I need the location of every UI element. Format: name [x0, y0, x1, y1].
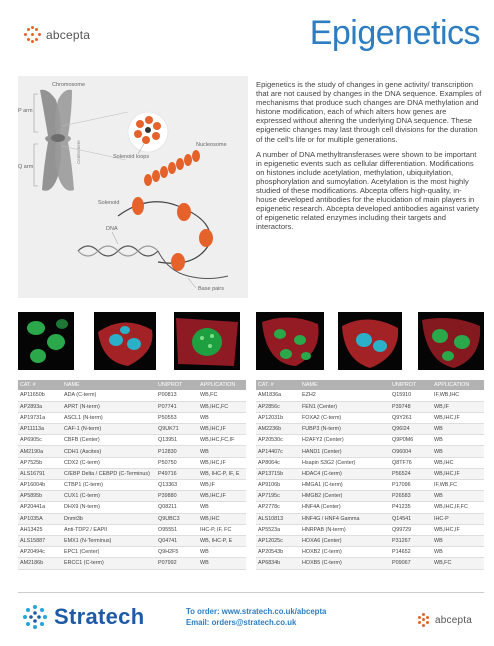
product-name-cell: HMGA1 (C-term) [300, 480, 390, 491]
table-row [256, 457, 484, 468]
column-header-uniprot: UNIPROT [390, 380, 432, 390]
uniprot-id-cell: P09067 [390, 558, 432, 569]
uniprot-id-cell: P31267 [390, 535, 432, 546]
uniprot-id-cell: P49716 [156, 468, 198, 479]
uniprot-id-cell: Q96I24 [390, 424, 432, 435]
intro-paragraph-1: Epigenetics is the study of changes in gene activity/ transcription that are not caused by changes in the DNA sequence. Examples of mechanisms that produce such changes are DNA methylation and histone modification, each of which alters how genes are expressed without altering the underlying DNA sequence. These epigenetic changes may last through cell divisions for the duration of the cell's life or for multiple generations. [256, 80, 482, 144]
uniprot-id-cell: P07992 [156, 558, 198, 569]
uniprot-id-cell: O96004 [390, 446, 432, 457]
order-website-link[interactable]: To order: www.stratech.co.uk/abcepta [186, 607, 327, 616]
application-cell: WB,IHC [432, 457, 484, 468]
product-name-cell: EZH2 [300, 390, 390, 401]
product-name-cell: Anti-TDP2 / EAPII [62, 524, 156, 535]
microscopy-image-6 [418, 312, 484, 370]
cat-number-cell: AP6905c [18, 435, 62, 446]
table-row [18, 547, 246, 558]
application-cell: WB,IHC,IF [198, 491, 246, 502]
table-row [18, 491, 246, 502]
product-name-cell: ASCL1 (N-term) [62, 412, 156, 423]
product-name-cell: Dnmt3b [62, 513, 156, 524]
cat-number-cell: AP20530c [256, 435, 300, 446]
cat-number-cell: AM2186b [18, 558, 62, 569]
microscopy-image-strip [18, 312, 484, 370]
uniprot-id-cell: Q13363 [156, 480, 198, 491]
uniprot-id-cell: P41235 [390, 502, 432, 513]
table-row [18, 412, 246, 423]
uniprot-id-cell: P50750 [156, 457, 198, 468]
p-arm-label: P arm [18, 108, 33, 114]
cat-number-cell: AP2856c [256, 401, 300, 412]
application-cell: WB,IHC,IF [432, 412, 484, 423]
uniprot-id-cell: P39748 [390, 401, 432, 412]
cat-number-cell: AP19731a [18, 412, 62, 423]
application-cell: WB,FC [198, 390, 246, 401]
product-name-cell: Hsapin S3G2 (Center) [300, 457, 390, 468]
uniprot-id-cell: P26583 [390, 491, 432, 502]
product-name-cell: C/EBP Delta / CEBPD (C-Terminus) [62, 468, 156, 479]
cat-number-cell: AP8064c [256, 457, 300, 468]
cat-number-cell: AM2236b [256, 424, 300, 435]
cat-number-cell: AP7195c [256, 491, 300, 502]
product-name-cell: CBFB (Center) [62, 435, 156, 446]
abcepta-logo-icon [24, 26, 42, 44]
application-cell: IHC-P, IF, FC [198, 524, 246, 535]
application-cell: WB, IHC-P, E [198, 535, 246, 546]
application-cell: WB,IHC,IF [432, 524, 484, 535]
product-name-cell: FEN1 (Center) [300, 401, 390, 412]
uniprot-id-cell: Q9UBC3 [156, 513, 198, 524]
application-cell: WB,IHC,IF [198, 457, 246, 468]
cat-number-cell: AP5895b [18, 491, 62, 502]
uniprot-id-cell: Q9UK71 [156, 424, 198, 435]
product-name-cell: H2AFY2 (Center) [300, 435, 390, 446]
application-cell: WB,IF [198, 480, 246, 491]
cat-number-cell: AP20441a [18, 502, 62, 513]
table-row [256, 446, 484, 457]
application-cell: WB,IHC,IF [198, 424, 246, 435]
intro-text [256, 80, 482, 238]
table-row [256, 390, 484, 401]
uniprot-id-cell: P50553 [156, 412, 198, 423]
table-body-right [256, 390, 484, 569]
table-row [18, 524, 246, 535]
antibody-table-right [256, 380, 484, 570]
cat-number-cell: AP1035A [18, 513, 62, 524]
cat-number-cell: AP11113a [18, 424, 62, 435]
cat-number-cell: ALS15887 [18, 535, 62, 546]
cat-number-cell: AH13425 [18, 524, 62, 535]
application-cell: WB,IHC [198, 513, 246, 524]
product-name-cell: EPC1 (Center) [62, 547, 156, 558]
table-header-row [18, 380, 246, 390]
uniprot-id-cell: Q13951 [156, 435, 198, 446]
cat-number-cell: AP11650b [18, 390, 62, 401]
column-header-uniprot: UNIPROT [156, 380, 198, 390]
application-cell: WB,IF [432, 401, 484, 412]
uniprot-id-cell: Q14541 [390, 513, 432, 524]
application-cell: IF,WB,IHC [432, 390, 484, 401]
product-name-cell: HOXB2 (C-term) [300, 547, 390, 558]
uniprot-id-cell: Q8TF76 [390, 457, 432, 468]
uniprot-id-cell: P56524 [390, 468, 432, 479]
microscopy-image-2 [94, 312, 156, 370]
cat-number-cell: AP14407c [256, 446, 300, 457]
product-name-cell: HOXA6 (Center) [300, 535, 390, 546]
application-cell: WB [198, 547, 246, 558]
table-row [18, 502, 246, 513]
application-cell: WB [432, 491, 484, 502]
product-name-cell: HDAC4 (C-term) [300, 468, 390, 479]
column-header-name: NAME [62, 380, 156, 390]
cat-number-cell: AP20543b [256, 547, 300, 558]
application-cell: WB [198, 558, 246, 569]
cat-number-cell: AP20494c [18, 547, 62, 558]
cat-number-cell: AP13715b [256, 468, 300, 479]
table-row [256, 535, 484, 546]
uniprot-id-cell: Q9H2F5 [156, 547, 198, 558]
table-row [18, 558, 246, 569]
product-name-cell: HNF4A (Center) [300, 502, 390, 513]
product-name-cell: HNRPAB (N-term) [300, 524, 390, 535]
table-row [256, 502, 484, 513]
q-arm-label: Q arm [18, 164, 34, 170]
table-row [256, 524, 484, 535]
application-cell: WB,FC [432, 558, 484, 569]
cat-number-cell: AP12025c [256, 535, 300, 546]
product-name-cell: HMGB2 (Center) [300, 491, 390, 502]
column-header-name: NAME [300, 380, 390, 390]
application-cell: WB [432, 446, 484, 457]
uniprot-id-cell: P39880 [156, 491, 198, 502]
table-row [256, 558, 484, 569]
uniprot-id-cell: P14652 [390, 547, 432, 558]
product-name-cell: CDH1 (Ascites) [62, 446, 156, 457]
cat-number-cell: ALS16791 [18, 468, 62, 479]
application-cell: WB,IHC,FC,IF [198, 435, 246, 446]
column-header-cat: CAT. # [256, 380, 300, 390]
uniprot-id-cell: Q99729 [390, 524, 432, 535]
brand-name: abcepta [46, 28, 91, 42]
product-name-cell: APRT (N-term) [62, 401, 156, 412]
microscopy-image-5 [338, 312, 402, 370]
cat-number-cell: AP6834b [256, 558, 300, 569]
microscopy-image-4 [256, 312, 324, 370]
order-info [186, 606, 326, 628]
table-row [256, 480, 484, 491]
chromatin-illustration [18, 76, 248, 298]
centromere-label: Centromere [76, 140, 81, 164]
stratech-logo [22, 604, 144, 630]
dna-label: DNA [106, 226, 118, 232]
nucleosome-label: Nucleosome [196, 142, 227, 148]
application-cell: WB [432, 535, 484, 546]
cat-number-cell: ALS10813 [256, 513, 300, 524]
footer-abcepta-logo [417, 613, 472, 627]
product-name-cell: EMX1 (N-Terminus) [62, 535, 156, 546]
column-header-cat: CAT. # [18, 380, 62, 390]
uniprot-id-cell: Q9P0M6 [390, 435, 432, 446]
order-email-link[interactable]: Email: orders@stratech.co.uk [186, 618, 297, 627]
microscopy-image-3 [174, 312, 240, 370]
uniprot-id-cell: Q9Y261 [390, 412, 432, 423]
table-row [256, 468, 484, 479]
cat-number-cell: AM2190a [18, 446, 62, 457]
uniprot-id-cell: P12830 [156, 446, 198, 457]
application-cell: WB [432, 424, 484, 435]
page-title: Epigenetics [309, 14, 480, 52]
product-name-cell: FOXA2 (C-term) [300, 412, 390, 423]
table-row [18, 390, 246, 401]
application-cell: WB,IHC,IF,FC [432, 502, 484, 513]
page-header [0, 0, 494, 70]
chromatin-diagram [18, 76, 248, 298]
uniprot-id-cell: O95551 [156, 524, 198, 535]
intro-paragraph-2: A number of DNA methyltransferases were shown to be important in epigenetic events such as cellular differentiation. Modifications on histones include acetylation, methylation, ubiquitylation, phosphorylation and sumoylation. Acetylation is the most highly studied of these modifications. Abcepta offers high-quality, in-house developed antibodies for the elucidation of main players in epigenetic research. Abcepta developed antibodies against variety of epigenetic related enzymes including their targets and interactors. [256, 149, 479, 232]
table-row [18, 457, 246, 468]
cat-number-cell: AP12031b [256, 412, 300, 423]
solenoid-label: Solenoid [98, 200, 120, 206]
application-cell: IF,WB,FC [432, 480, 484, 491]
base-pairs-label: Base pairs [198, 286, 224, 292]
chromosome-label: Chromosome [52, 82, 86, 88]
product-name-cell: FUBP3 (N-term) [300, 424, 390, 435]
cat-number-cell: AP16004b [18, 480, 62, 491]
antibody-table-left [18, 380, 246, 570]
application-cell: WB, IHC-P, IF, E [198, 468, 246, 479]
uniprot-id-cell: P00813 [156, 390, 198, 401]
table-row [18, 401, 246, 412]
product-name-cell: ERCC1 (C-term) [62, 558, 156, 569]
table-row [18, 435, 246, 446]
table-row [256, 412, 484, 423]
table-row [18, 424, 246, 435]
product-name-cell: HNF4G / HNF4 Gamma [300, 513, 390, 524]
cat-number-cell: AP2893a [18, 401, 62, 412]
table-header-row [256, 380, 484, 390]
application-cell: WB [432, 547, 484, 558]
table-row [18, 535, 246, 546]
abcepta-logo [24, 26, 90, 44]
cat-number-cell: AP7525b [18, 457, 62, 468]
table-row [256, 547, 484, 558]
product-name-cell: DHX9 (N-term) [62, 502, 156, 513]
product-name-cell: CUX1 (C-term) [62, 491, 156, 502]
application-cell: WB [198, 446, 246, 457]
table-body-left [18, 390, 246, 569]
product-name-cell: CTBP1 (C-term) [62, 480, 156, 491]
application-cell: WB [432, 435, 484, 446]
table-row [18, 446, 246, 457]
product-name-cell: CDX2 (C-term) [62, 457, 156, 468]
microscopy-image-1 [18, 312, 74, 370]
stratech-logo-icon [22, 604, 48, 630]
footer-divider [18, 592, 484, 593]
product-name-cell: ADA (C-term) [62, 390, 156, 401]
table-row [256, 435, 484, 446]
table-row [256, 424, 484, 435]
uniprot-id-cell: P17096 [390, 480, 432, 491]
product-name-cell: HOXB5 (C-term) [300, 558, 390, 569]
uniprot-id-cell: P07741 [156, 401, 198, 412]
cat-number-cell: AP9106b [256, 480, 300, 491]
table-row [18, 468, 246, 479]
application-cell: IHC-P [432, 513, 484, 524]
footer-brand-name: abcepta [435, 614, 472, 626]
cat-number-cell: AP2778c [256, 502, 300, 513]
table-row [256, 491, 484, 502]
solenoid-loops-label: Solenoid loops [113, 154, 150, 160]
table-row [256, 513, 484, 524]
uniprot-id-cell: Q15910 [390, 390, 432, 401]
product-name-cell: CAF-1 (N-term) [62, 424, 156, 435]
application-cell: WB,IHC,IF [432, 468, 484, 479]
cat-number-cell: AM1836a [256, 390, 300, 401]
cat-number-cell: AP5523a [256, 524, 300, 535]
uniprot-id-cell: Q04741 [156, 535, 198, 546]
application-cell: WB,IHC,FC [198, 401, 246, 412]
stratech-brand-name: Stratech [54, 604, 145, 629]
table-row [18, 513, 246, 524]
application-cell: WB [198, 412, 246, 423]
column-header-application: APPLICATION [432, 380, 484, 390]
column-header-application: APPLICATION [198, 380, 246, 390]
uniprot-id-cell: Q08211 [156, 502, 198, 513]
abcepta-logo-icon [417, 613, 431, 627]
table-row [256, 401, 484, 412]
product-name-cell: HAND1 (Center) [300, 446, 390, 457]
application-cell: WB [198, 502, 246, 513]
table-row [18, 480, 246, 491]
